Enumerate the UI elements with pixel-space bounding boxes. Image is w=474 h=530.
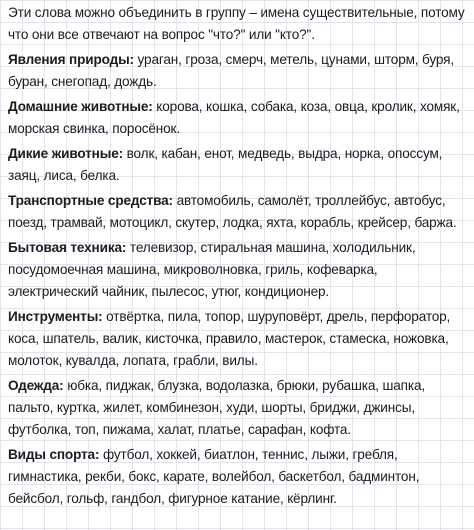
group-items: юбка, пиджак, блузка, водолазка, брюки, рубашка, шапка, пальто, куртка, жилет, комбинезон, худи, шорты, бриджи, джинсы, футболка, топ, пижама, халат, платье, сарафан, кофта.: [8, 378, 425, 437]
group-vehicles: [8, 190, 470, 234]
group-items: отвёртка, пила, топор, шуруповёрт, дрель, перфоратор, коса, шпатель, валик, кисточка, правило, мастерок, стамеска, ножовка, молоток, кувалда, лопата, грабли, вилы.: [8, 309, 451, 368]
group-items: корова, кошка, собака, коза, овца, кролик, хомяк, морская свинка, поросёнок.: [8, 99, 460, 136]
group-term: Транспортные средства:: [8, 193, 173, 208]
group-natural-phenomena: [8, 49, 470, 93]
group-domestic-animals: [8, 96, 470, 140]
group-clothing: [8, 375, 470, 441]
group-term: Виды спорта:: [8, 447, 100, 462]
group-items: автомобиль, самолёт, троллейбус, автобус, поезд, трамвай, мотоцикл, скутер, лодка, яхта, корабль, крейсер, баржа.: [8, 193, 457, 230]
group-term: Дикие животные:: [8, 146, 123, 161]
group-term: Бытовая техника:: [8, 240, 127, 255]
group-term: Одежда:: [8, 378, 64, 393]
group-items: ураган, гроза, смерч, метель, цунами, шторм, буря, буран, снегопад, дождь.: [8, 52, 454, 89]
group-items: футбол, хоккей, биатлон, теннис, лыжи, гребля, гимнастика, рекби, бокс, карате, волейбол, баскетбол, бадминтон, бейсбол, гольф, гандбол, фигурное катание, кёрлинг.: [8, 447, 420, 506]
group-items: волк, кабан, енот, медведь, выдра, норка, опоссум, заяц, лиса, белка.: [8, 146, 443, 183]
intro-paragraph: Эти слова можно объединить в группу – имена существительные, потому что они все отвечают на вопрос "что?" или "кто?".: [8, 5, 465, 42]
group-tools: [8, 306, 470, 372]
group-wild-animals: [8, 143, 470, 187]
group-sports: [8, 444, 470, 510]
group-items: телевизор, стиральная машина, холодильник, посудомоечная машина, микроволновка, гриль, кофеварка, электрический чайник, пылесос, утюг, кондиционер.: [8, 240, 416, 299]
group-term: Явления природы:: [8, 52, 134, 67]
group-term: Домашние животные:: [8, 99, 153, 114]
group-home-appliances: [8, 237, 470, 303]
group-term: Инструменты:: [8, 309, 103, 324]
